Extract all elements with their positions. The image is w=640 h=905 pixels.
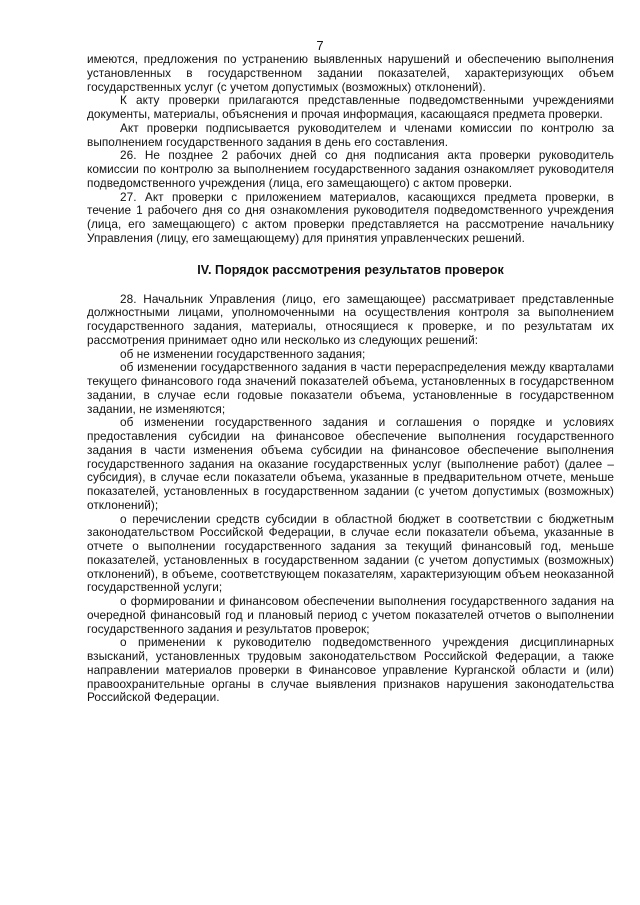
list-item: об изменении государственного задания и соглашения о порядке и условиях предоставления субсидии на финансовое обеспечение выполнения государственного задания в части изменения объема субсидии на финансовое обеспечение выполнения государственного задания на оказание государственных услуг (выполнение работ) (далее – субсидия), в случае если показатели объема, указанные в предварительном отчете, меньше показателей, установленных в государственном задании (с учетом допустимых (возможных) отклонений);: [87, 415, 614, 512]
paragraph: Акт проверки подписывается руководителем и членами комиссии по контролю за выполнением государственного задания в день его составления.: [87, 120, 614, 149]
document-body: [87, 53, 614, 705]
paragraph: 28. Начальник Управления (лицо, его замещающее) рассматривает представленные должностными лицами, уполномоченными на осуществления контроля за выполнением государственного задания, материалы, относящиеся к проверке, и по результатам их рассмотрения принимает одно или несколько из следующих решений:: [87, 291, 614, 347]
paragraph: К акту проверки прилагаются представленные подведомственными учреждениями документы, материалы, объяснения и прочая информация, касающаяся предмета проверки.: [87, 93, 614, 121]
paragraph: 26. Не позднее 2 рабочих дней со дня подписания акта проверки руководитель комиссии по контролю за выполнением государственного задания ознакомляет руководителя подведомственного учреждения (лица, его замещающего) с актом проверки.: [87, 148, 614, 190]
page-number: 7: [316, 38, 324, 53]
section-heading: IV. Порядок рассмотрения результатов проверок: [197, 262, 504, 277]
paragraph: имеются, предложения по устранению выявленных нарушений и обеспечению выполнения установленных в государственном задании показателей, характеризующих объем государственных услуг (с учетом допустимых (возможных) отклонений).: [87, 52, 614, 94]
paragraph: 27. Акт проверки с приложением материалов, касающихся предмета проверки, в течение 1 рабочего дня со дня ознакомления руководителя подведомственного учреждения (лица, его замещающего) с актом проверки представляется на рассмотрение начальнику Управления (лицу, его замещающему) для принятия управленческих решений.: [87, 189, 614, 245]
list-item: о применении к руководителю подведомственного учреждения дисциплинарных взысканий, установленных трудовым законодательством Российской Федерации, а также направлении материалов проверки в Финансовое управление Курганской области и (или) правоохранительные органы в случае выявления признаков нарушения законодательства Российской Федерации.: [87, 635, 614, 705]
list-item: об не изменении государственного задания;: [120, 346, 366, 361]
list-item: об изменении государственного задания в части перераспределения между кварталами текущего финансового года значений показателей объема, установленных в государственном задании, в случае если годовые показатели объема, установленные в государственном задании, не изменяются;: [87, 360, 614, 416]
list-item: о перечислении средств субсидии в областной бюджет в соответствии с бюджетным законодательством Российской Федерации, в случае если показатели объема, указанные в отчете о выполнении государственного задания за текущий финансовый год, меньше показателей, установленных в государственном задании (с учетом допустимых (возможных) отклонений), в объеме, соответствующем показателям, характеризующим объем неоказанной государственной услуги;: [87, 511, 614, 595]
list-item: о формировании и финансовом обеспечении выполнения государственного задания на очередной финансовый год и плановый период с учетом показателей отчетов о выполнении государственного задания и результатов проверок;: [87, 594, 614, 636]
